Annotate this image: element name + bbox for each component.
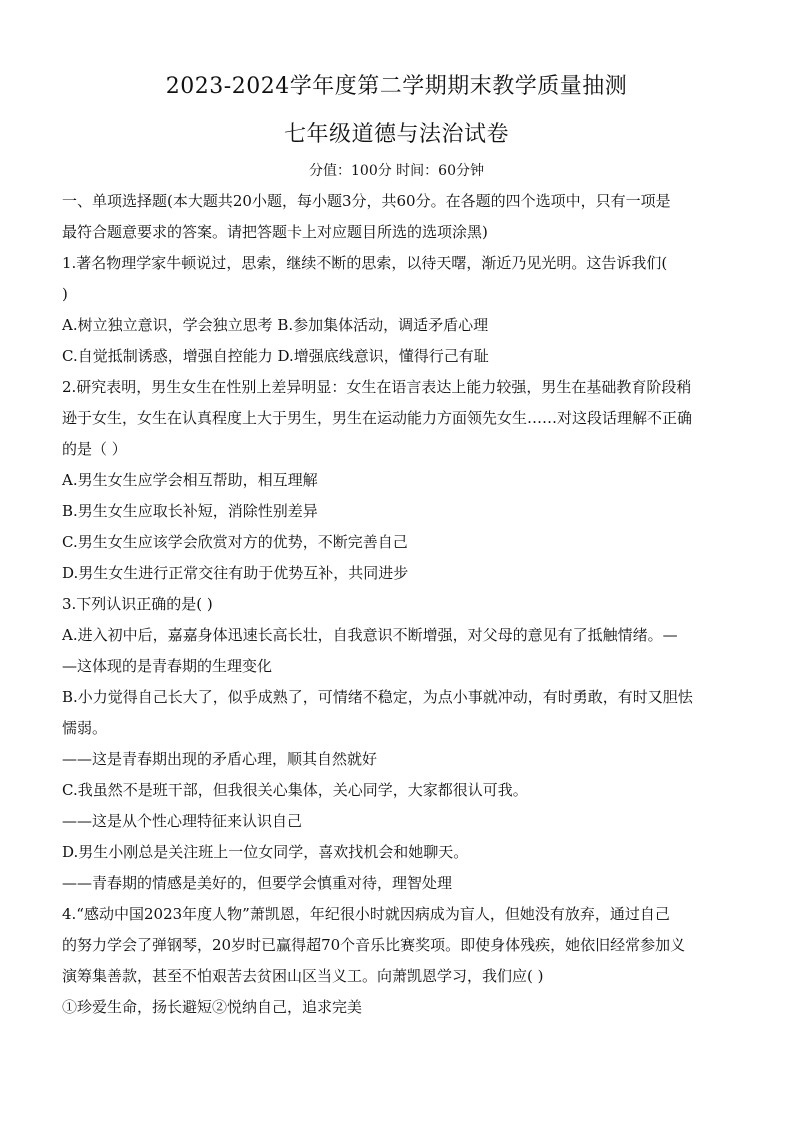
question-4-choices: ①珍爱生命，扬长避短②悦纳自己，追求完美 [62,998,363,1016]
question-2-stem-cont: 逊于女生，女生在认真程度上大于男生，男生在运动能力方面领先女生……对这段话理解不正确 [62,409,693,427]
question-2-option-b: B.男生女生应取长补短，消除性别差异 [62,502,318,520]
question-1-options-ab: A.树立独立意识，学会独立思考 B.参加集体活动，调适矛盾心理 [62,316,489,334]
question-3-option-b-cont: 懦弱。 [62,719,108,737]
question-3-option-b-note: ——这是青春期出现的矛盾心理，顺其自然就好 [62,750,378,768]
question-3-option-c-note: ——这是从个性心理特征来认识自己 [62,812,303,830]
question-4-stem-cont: 的努力学会了弹钢琴，20岁时已赢得超70个音乐比赛奖项。即使身体残疾，她依旧经常参加义 [62,936,686,954]
section-intro: 一、单项选择题(本大题共20小题，每小题3分，共60分。在各题的四个选项中，只有一项是 [62,192,671,210]
question-2-stem: 2.研究表明，男生女生在性别上差异明显：女生在语言表达上能力较强，男生在基础教育阶段稍 [62,378,692,396]
question-2-stem-end: 的是（ ） [62,440,127,458]
question-3-stem: 3.下列认识正确的是( ) [62,595,213,613]
exam-subtitle: 七年级道德与法治试卷 [283,122,509,147]
question-3-option-d-note: ——青春期的情感是美好的，但要学会慎重对待，理智处理 [62,874,453,892]
question-3-option-d: D.男生小刚总是关注班上一位女同学，喜欢找机会和她聊天。 [62,843,469,861]
question-2-option-a: A.男生女生应学会相互帮助，相互理解 [62,471,318,489]
question-2-option-c: C.男生女生应该学会欣赏对方的优势，不断完善自己 [62,533,408,551]
score-time-info: 分值：100分 时间：60分钟 [309,163,484,179]
question-4-stem-end: 演筹集善款，甚至不怕艰苦去贫困山区当义工。向萧凯恩学习，我们应( ) [62,967,544,985]
question-3-option-a: A.进入初中后，嘉嘉身体迅速长高长壮，自我意识不断增强，对父母的意见有了抵触情绪。— [62,626,678,644]
question-3-option-b: B.小力觉得自己长大了，似乎成熟了，可情绪不稳定，为点小事就冲动，有时勇敢，有时又胆怯 [62,688,693,706]
question-3-option-a-cont: —这体现的是青春期的生理变化 [62,657,273,675]
question-1-options-cd: C.自觉抵制诱惑，增强自控能力 D.增强底线意识，懂得行己有耻 [62,347,489,365]
question-1-stem: 1.著名物理学家牛顿说过，思索，继续不断的思索，以待天曙，渐近乃见光明。这告诉我们( [62,254,668,272]
question-1-stem-cont: ) [62,285,68,303]
exam-title: 2023-2024学年度第二学期期末教学质量抽测 [165,74,628,99]
question-4-stem: 4.“感动中国2023年度人物”萧凯恩，年纪很小时就因病成为盲人，但她没有放弃，通过自己 [62,905,670,923]
question-2-option-d: D.男生女生进行正常交往有助于优势互补，共同进步 [62,564,409,582]
question-3-option-c: C.我虽然不是班干部，但我很关心集体，关心同学，大家都很认可我。 [62,781,528,799]
section-intro-cont: 最符合题意要求的答案。请把答题卡上对应题目所选的选项涂黑) [62,223,488,241]
exam-body [62,186,731,1023]
